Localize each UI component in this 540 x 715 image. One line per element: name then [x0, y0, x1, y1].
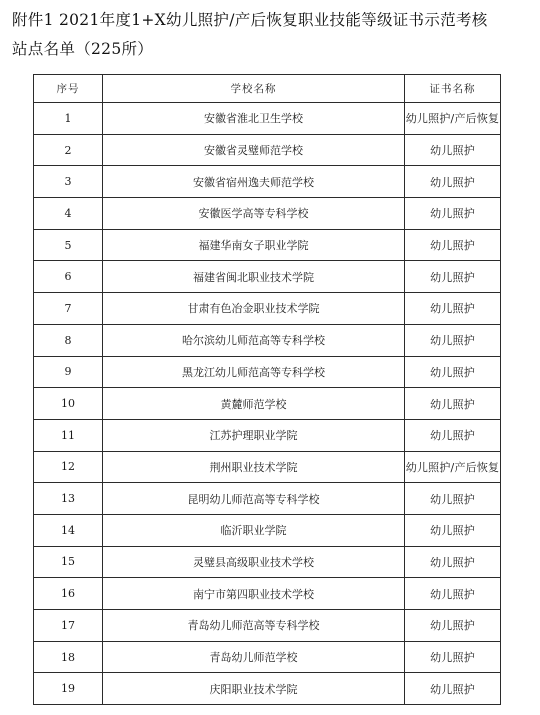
certificate-name-cell: 幼儿照护 — [405, 134, 501, 166]
certificate-name-cell: 幼儿照护 — [405, 261, 501, 293]
serial-number-cell: 3 — [34, 166, 103, 198]
serial-number-cell: 11 — [34, 419, 103, 451]
school-name-cell: 安徽省淮北卫生学校 — [103, 103, 405, 135]
heading-line-2: 站点名单（225所） — [12, 40, 154, 58]
serial-number-cell: 2 — [34, 134, 103, 166]
certificate-name-cell: 幼儿照护 — [405, 388, 501, 420]
serial-number-cell: 18 — [34, 641, 103, 673]
school-name-cell: 江苏护理职业学院 — [103, 419, 405, 451]
document-heading — [12, 6, 532, 64]
school-name-cell: 哈尔滨幼儿师范高等专科学校 — [103, 324, 405, 356]
certificate-name-cell: 幼儿照护 — [405, 293, 501, 325]
header-serial-number: 序号 — [34, 75, 103, 103]
serial-number-cell: 7 — [34, 293, 103, 325]
serial-number-cell: 14 — [34, 514, 103, 546]
certificate-name-cell: 幼儿照护 — [405, 546, 501, 578]
certificate-name-cell: 幼儿照护 — [405, 198, 501, 230]
table-row — [34, 641, 501, 673]
certificate-name-cell: 幼儿照护 — [405, 578, 501, 610]
serial-number-cell: 16 — [34, 578, 103, 610]
school-name-cell: 安徽省宿州逸夫师范学校 — [103, 166, 405, 198]
serial-number-cell: 13 — [34, 483, 103, 515]
school-name-cell: 青岛幼儿师范高等专科学校 — [103, 610, 405, 642]
serial-number-cell: 10 — [34, 388, 103, 420]
table-row — [34, 514, 501, 546]
certificate-name-cell: 幼儿照护 — [405, 229, 501, 261]
serial-number-cell: 5 — [34, 229, 103, 261]
header-certificate-name: 证书名称 — [405, 75, 501, 103]
serial-number-cell: 17 — [34, 610, 103, 642]
table-row — [34, 673, 501, 705]
table-row — [34, 356, 501, 388]
table-row — [34, 198, 501, 230]
certificate-name-cell: 幼儿照护 — [405, 483, 501, 515]
certificate-name-cell: 幼儿照护/产后恢复 — [405, 451, 501, 483]
school-name-cell: 甘肃有色冶金职业技术学院 — [103, 293, 405, 325]
table-row — [34, 166, 501, 198]
table-row — [34, 483, 501, 515]
table-row — [34, 134, 501, 166]
table-header-row — [34, 75, 501, 103]
school-name-cell: 黑龙江幼儿师范高等专科学校 — [103, 356, 405, 388]
serial-number-cell: 15 — [34, 546, 103, 578]
certificate-name-cell: 幼儿照护 — [405, 610, 501, 642]
table-row — [34, 578, 501, 610]
certificate-name-cell: 幼儿照护 — [405, 356, 501, 388]
certificate-name-cell: 幼儿照护/产后恢复 — [405, 103, 501, 135]
table-row — [34, 419, 501, 451]
certificate-name-cell: 幼儿照护 — [405, 419, 501, 451]
header-school-name: 学校名称 — [103, 75, 405, 103]
table-row — [34, 324, 501, 356]
certificate-name-cell: 幼儿照护 — [405, 166, 501, 198]
serial-number-cell: 4 — [34, 198, 103, 230]
table-row — [34, 293, 501, 325]
school-name-cell: 临沂职业学院 — [103, 514, 405, 546]
certificate-name-cell: 幼儿照护 — [405, 673, 501, 705]
school-name-cell: 福建省闽北职业技术学院 — [103, 261, 405, 293]
serial-number-cell: 12 — [34, 451, 103, 483]
table-row — [34, 388, 501, 420]
table-row — [34, 229, 501, 261]
table-body — [34, 103, 501, 705]
school-name-cell: 青岛幼儿师范学校 — [103, 641, 405, 673]
school-name-cell: 黄麓师范学校 — [103, 388, 405, 420]
certificate-name-cell: 幼儿照护 — [405, 641, 501, 673]
table-row — [34, 546, 501, 578]
school-name-cell: 荆州职业技术学院 — [103, 451, 405, 483]
table-row — [34, 261, 501, 293]
table-row — [34, 451, 501, 483]
school-list-table — [33, 74, 501, 705]
school-name-cell: 昆明幼儿师范高等专科学校 — [103, 483, 405, 515]
serial-number-cell: 1 — [34, 103, 103, 135]
school-name-cell: 安徽省灵璧师范学校 — [103, 134, 405, 166]
school-name-cell: 安徽医学高等专科学校 — [103, 198, 405, 230]
serial-number-cell: 9 — [34, 356, 103, 388]
school-name-cell: 庆阳职业技术学院 — [103, 673, 405, 705]
serial-number-cell: 6 — [34, 261, 103, 293]
school-name-cell: 灵璧县高级职业技术学校 — [103, 546, 405, 578]
table-row — [34, 103, 501, 135]
certificate-name-cell: 幼儿照护 — [405, 324, 501, 356]
table-row — [34, 610, 501, 642]
school-name-cell: 南宁市第四职业技术学校 — [103, 578, 405, 610]
certificate-name-cell: 幼儿照护 — [405, 514, 501, 546]
serial-number-cell: 8 — [34, 324, 103, 356]
heading-line-1: 附件1 2021年度1+X幼儿照护/产后恢复职业技能等级证书示范考核 — [12, 11, 488, 29]
school-name-cell: 福建华南女子职业学院 — [103, 229, 405, 261]
serial-number-cell: 19 — [34, 673, 103, 705]
